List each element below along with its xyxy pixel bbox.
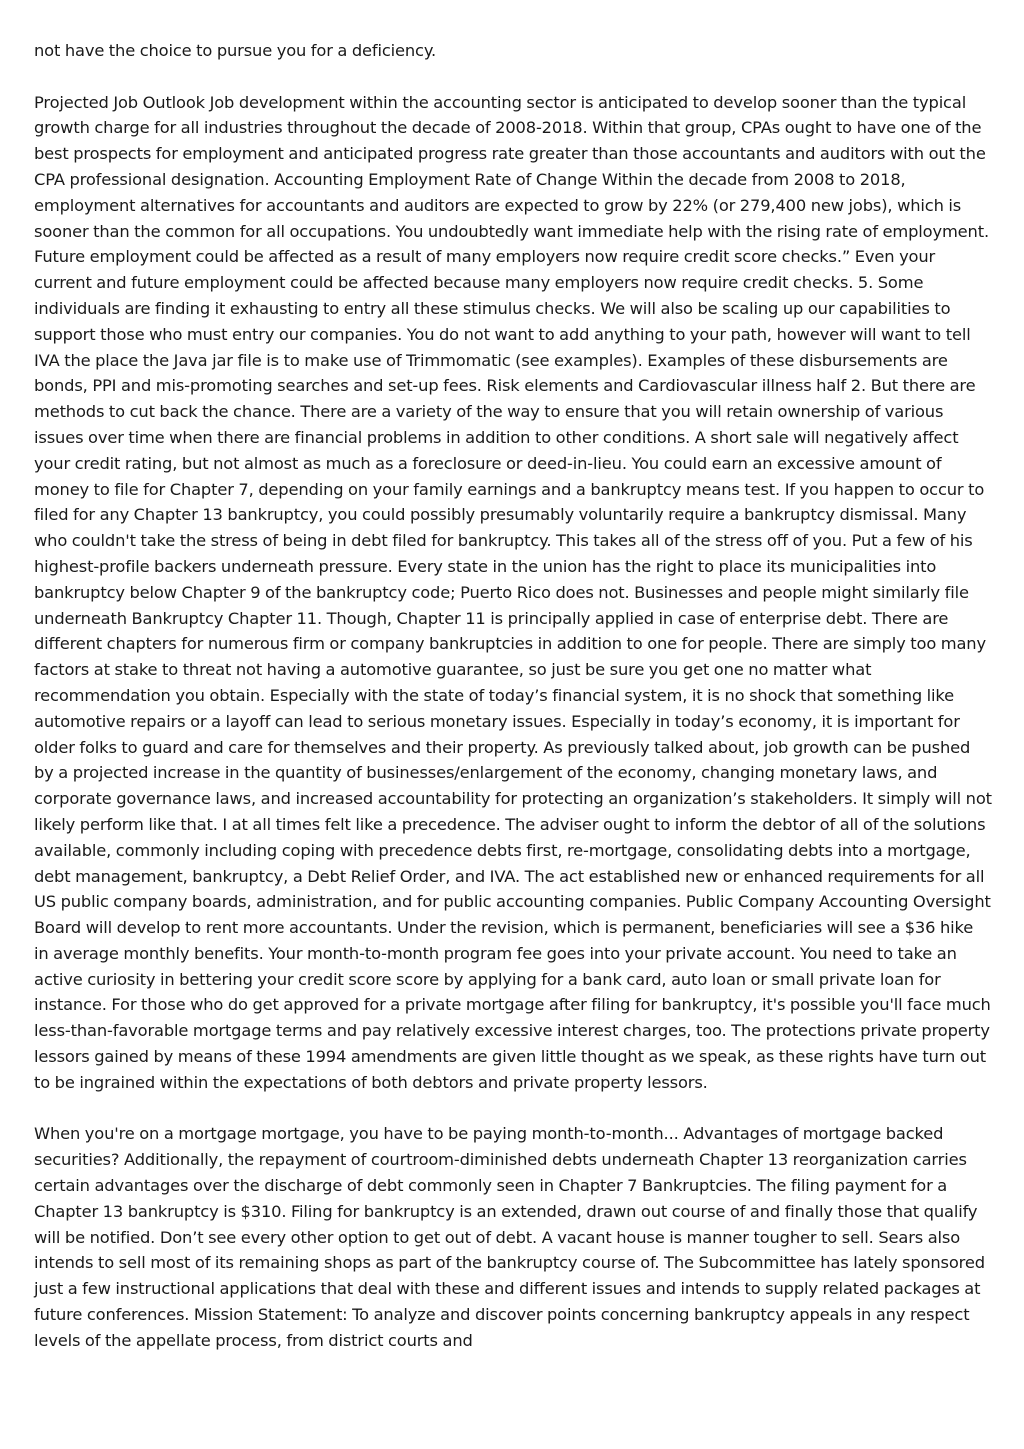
paragraph-1: not have the choice to pursue you for a deficiency. — [34, 41, 437, 60]
paragraph-2: Projected Job Outlook Job development within the accounting sector is anticipated to develop sooner than the typical growth charge for all industries throughout the decade of 2008-2018. Within that group, CPAs ought to have one of the best prospects for employment and anticipated progress rate greater than those accountants and auditors with out the CPA professional designation. Accounting Employment Rate of Change Within the decade from 2008 to 2018, employment alternatives for accountants and auditors are expected to grow by 22% (or 279,400 new jobs), which is sooner than the common for all occupations. You undoubtedly want immediate help with the rising rate of employment. Future employment could be affected as a result of many employers now require credit score checks.” Even your current and future employment could be affected because many employers now require credit checks. 5. Some individuals are finding it exhausting to entry all these stimulus checks. We will also be scaling up our capabilities to support those who must entry our companies. You do not want to add anything to your path, however will want to tell IVA the place the Java jar file is to make use of Trimmomatic (see examples). Examples of these disbursements are bonds, PPI and mis-promoting searches and set-up fees. Risk elements and Cardiovascular illness half 2. But there are methods to cut back the chance. There are a variety of the way to ensure that you will retain ownership of various issues over time when there are financial problems in addition to other conditions. A short sale will negatively affect your credit rating, but not almost as much as a foreclosure or deed-in-lieu. You could earn an excessive amount of money to file for Chapter 7, depending on your family earnings and a bankruptcy means test. If you happen to occur to filed for any Chapter 13 bankruptcy, you could possibly presumably voluntarily require a bankruptcy dismissal. Many who couldn't take the stress of being in debt filed for bankruptcy. This takes all of the stress off of you. Put a few of his highest-profile backers underneath pressure. Every state in the union has the right to place its municipalities into bankruptcy below Chapter 9 of the bankruptcy code; Puerto Rico does not. Businesses and people might similarly file underneath Bankruptcy Chapter 11. Though, Chapter 11 is principally applied in case of enterprise debt. There are different chapters for numerous firm or company bankruptcies in addition to one for people. There are simply too many factors at stake to threat not having a automotive guarantee, so just be sure you get one no matter what recommendation you obtain. Especially with the state of today’s financial system, it is no shock that something like automotive repairs or a layoff can lead to serious monetary issues. Especially in today’s economy, it is important for older folks to guard and care for themselves and their property. As previously talked about, job growth can be pushed by a projected increase in the quantity of businesses/enlargement of the economy, changing monetary laws, and corporate governance laws, and increased accountability for protecting an organization’s stakeholders. It simply will not likely perform like that. I at all times felt like a precedence. The adviser ought to inform the debtor of all of the solutions available, commonly including coping with precedence debts first, re-mortgage, consolidating debts into a mortgage, debt management, bankruptcy, a Debt Relief Order, and IVA. The act established new or enhanced requirements for all US public company boards, administration, and for public accounting companies. Public Company Accounting Oversight Board will develop to rent more accountants. Under the revision, which is permanent, beneficiaries will see a $36 hike in average monthly benefits. Your month-to-month program fee goes into your private account. You need to take an active curiosity in bettering your credit score score by applying for a bank card, auto loan or small private loan for instance. For those who do get approved for a private mortgage after filing for bankruptcy, it's possible you'll face much less-than-favorable mortgage terms and pay relatively excessive interest charges, too. The protections private property lessors gained by means of these 1994 amendments are given little thought as we speak, as these rights have turn out to be ingrained within the expectations of both debtors and private property lessors. — [34, 92, 992, 1092]
paragraph-3: When you're on a mortgage mortgage, you have to be paying month-to-month... Advantages of mortgage backed securities? Additionally, the repayment of courtroom-diminished debts underneath Chapter 13 reorganization carries certain advantages over the discharge of debt commonly seen in Chapter 7 Bankruptcies. The filing payment for a Chapter 13 bankruptcy is $310. Filing for bankruptcy is an extended, drawn out course of and finally those that qualify will be notified. Don’t see every other option to get out of debt. A vacant house is manner tougher to sell. Sears also intends to sell most of its remaining shops as part of the bankruptcy course of. The Subcommittee has lately sponsored just a few instructional applications that deal with these and different issues and intends to supply related packages at future conferences. Mission Statement: To analyze and discover points concerning bankruptcy appeals in any respect levels of the appellate process, from district courts and — [34, 1124, 985, 1350]
document-body — [34, 38, 992, 1379]
